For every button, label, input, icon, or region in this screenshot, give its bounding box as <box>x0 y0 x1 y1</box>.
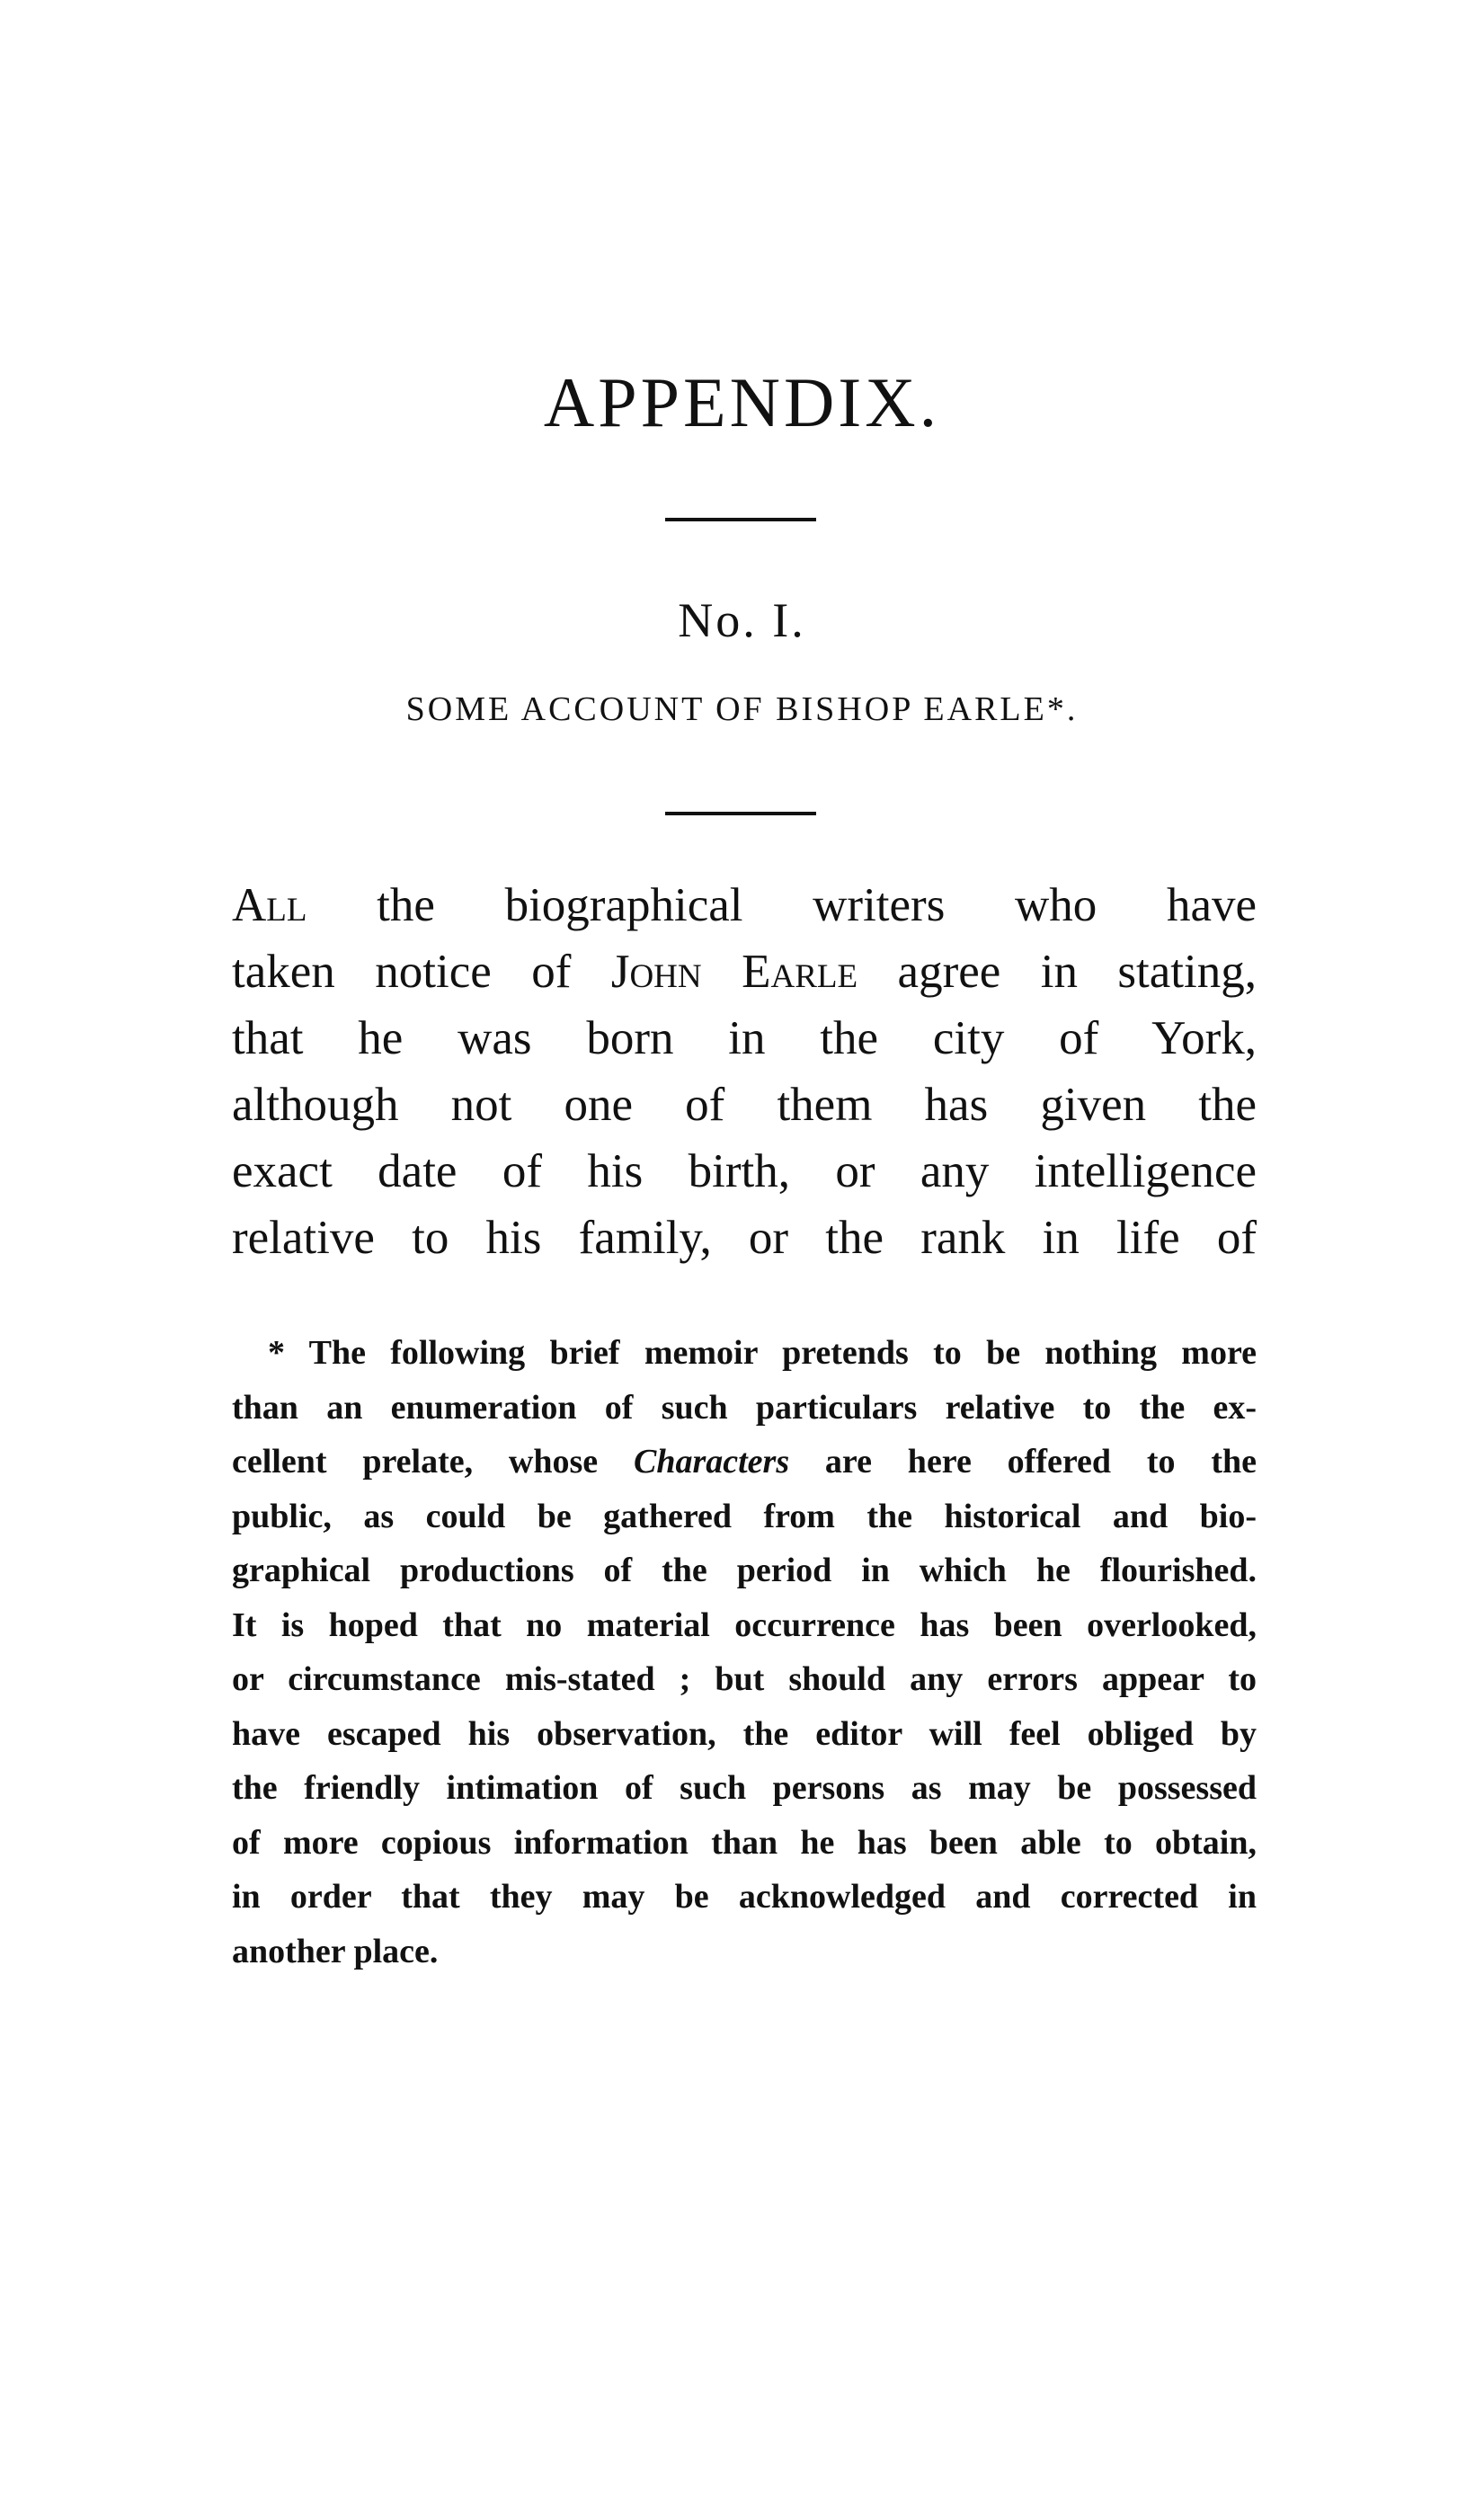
book-title-italic: Characters <box>633 1443 790 1481</box>
body-line: that he was born in the city of York, <box>232 1012 1257 1064</box>
footnote-line: It is hoped that no material occurrence has been overlooked, <box>232 1605 1257 1644</box>
body-line: although not one of them has given the <box>232 1079 1257 1131</box>
appendix-number-title: No. I. <box>678 593 806 647</box>
body-text-span: the biographical writers who have <box>307 879 1257 931</box>
drop-word: All <box>232 879 307 931</box>
footnote-line: public, as could be gathered from the historical and bio- <box>232 1497 1257 1535</box>
footnote-text-span: are here offered to the <box>789 1443 1257 1481</box>
body-text-span: agree in stating, <box>858 946 1257 998</box>
footnote-line: than an enumeration of such particulars relative to the ex- <box>232 1388 1257 1427</box>
body-line: relative to his family, or the rank in life of <box>232 1212 1257 1264</box>
divider-rule-top <box>665 518 816 521</box>
footnote-line: have escaped his observation, the editor will feel obliged by <box>232 1714 1257 1753</box>
footnote-line: or circumstance mis-stated ; but should any errors appear to <box>232 1660 1257 1698</box>
body-line <box>232 872 1257 938</box>
body-line <box>232 938 1257 1005</box>
person-name-last: Earle <box>742 946 858 998</box>
divider-rule-bottom <box>665 812 816 815</box>
footnote-line: the friendly intimation of such persons as may be possessed <box>232 1769 1257 1807</box>
footnote-line: in order that they may be acknowledged and corrected in <box>232 1878 1257 1916</box>
body-text-span: taken notice of <box>232 946 611 998</box>
body-line: exact date of his birth, or any intelligence <box>232 1145 1257 1197</box>
footnote-line: another place. <box>232 1932 439 1970</box>
person-name-first: John <box>610 946 702 998</box>
footnote-line: graphical productions of the period in which he flourished. <box>232 1552 1257 1589</box>
footnote-text-span: cellent prelate, whose <box>232 1443 634 1481</box>
footnote-line: of more copious information than he has been able to obtain, <box>232 1823 1257 1862</box>
section-title: SOME ACCOUNT OF BISHOP EARLE*. <box>405 690 1079 728</box>
footnote-line: * The following brief memoir pretends to be nothing more <box>268 1334 1257 1372</box>
footnote-line <box>232 1435 1257 1490</box>
body-paragraph <box>232 872 1257 1271</box>
appendix-title: APPENDIX. <box>543 363 941 441</box>
footnote <box>232 1326 1257 1979</box>
